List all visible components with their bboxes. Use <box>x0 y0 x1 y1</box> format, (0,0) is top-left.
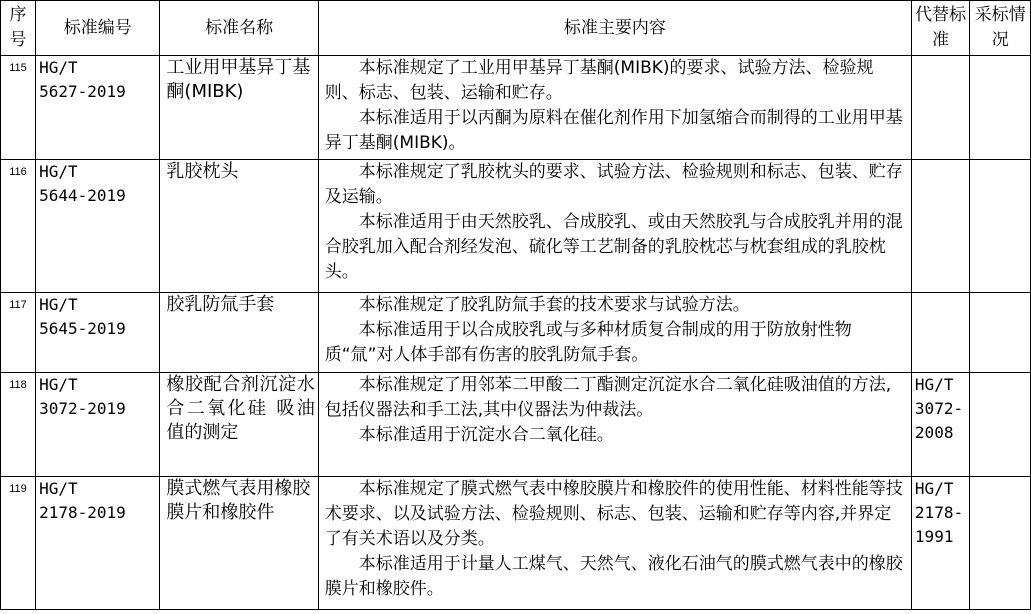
replaced-standard: HG/T 2178-1991 <box>911 477 969 610</box>
table-row <box>1 477 1031 610</box>
standard-content <box>318 56 911 160</box>
standard-code-prefix: HG/T <box>39 479 78 498</box>
standard-name: 膜式燃气表用橡胶膜片和橡胶件 <box>160 477 318 610</box>
content-paragraph: 本标准适用于由天然胶乳、合成胶乳、或由天然胶乳与合成胶乳并用的混合胶乳加入配合剂经发泡、硫化等工艺制备的乳胶枕芯与枕套组成的乳胶枕头。 <box>324 212 903 282</box>
standard-code-prefix: HG/T <box>39 162 78 181</box>
adoption-status <box>970 56 1031 160</box>
standard-name: 胶乳防氚手套 <box>160 293 318 373</box>
standard-code-prefix: HG/T <box>39 375 78 394</box>
row-number: 117 <box>1 293 36 373</box>
standard-code <box>36 293 160 373</box>
standard-code-number: 5644-2019 <box>39 186 126 205</box>
table-row <box>1 56 1031 160</box>
adoption-status <box>970 373 1031 477</box>
row-number: 115 <box>1 56 36 160</box>
header-adopt: 采标情况 <box>970 1 1031 56</box>
adoption-status <box>970 160 1031 293</box>
replaced-standard <box>911 160 969 293</box>
standard-content <box>318 293 911 373</box>
content-paragraph: 本标准规定了胶乳防氚手套的技术要求与试验方法。 <box>358 295 750 315</box>
standard-content <box>318 477 911 610</box>
standard-name: 橡胶配合剂沉淀水合二氧化硅 吸油值的测定 <box>160 373 318 477</box>
content-paragraph: 本标准规定了乳胶枕头的要求、试验方法、检验规则和标志、包装、贮存及运输。 <box>324 162 903 207</box>
standard-code-prefix: HG/T <box>39 295 78 314</box>
table-row <box>1 373 1031 477</box>
content-paragraph: 本标准适用于计量人工煤气、天然气、液化石油气的膜式燃气表中的橡胶膜片和橡胶件。 <box>324 554 903 599</box>
standard-code-number: 5645-2019 <box>39 319 126 338</box>
content-paragraph: 本标准适用于以丙酮为原料在催化剂作用下加氢缩合而制得的工业用甲基异丁基酮(MIBK)。 <box>324 108 903 153</box>
table-row <box>1 160 1031 293</box>
standard-code <box>36 373 160 477</box>
content-paragraph: 本标准规定了用邻苯二甲酸二丁酯测定沉淀水合二氧化硅吸油值的方法,包括仪器法和手工法,其中仪器法为仲裁法。 <box>324 375 892 420</box>
header-name: 标准名称 <box>160 1 318 56</box>
adoption-status <box>970 477 1031 610</box>
standard-code-number: 2178-2019 <box>39 503 126 522</box>
standard-code-number: 5627-2019 <box>39 82 126 101</box>
standard-code <box>36 477 160 610</box>
replaced-standard <box>911 56 969 160</box>
table-row <box>1 293 1031 373</box>
header-row <box>1 1 1031 56</box>
standard-code <box>36 56 160 160</box>
content-paragraph: 本标准规定了膜式燃气表中橡胶膜片和橡胶件的使用性能、材料性能等技术要求、以及试验方法、检验规则、标志、包装、运输和贮存等内容,并界定了有关术语以及分类。 <box>324 479 903 549</box>
header-replace: 代替标准 <box>911 1 969 56</box>
standard-name: 乳胶枕头 <box>160 160 318 293</box>
row-number: 118 <box>1 373 36 477</box>
content-paragraph: 本标准适用于沉淀水合二氧化硅。 <box>358 425 614 445</box>
standard-content <box>318 373 911 477</box>
content-paragraph: 本标准规定了工业用甲基异丁基酮(MIBK)的要求、试验方法、检验规则、标志、包装、运输和贮存。 <box>324 58 874 103</box>
header-code: 标准编号 <box>36 1 160 56</box>
standard-code <box>36 160 160 293</box>
standard-name: 工业用甲基异丁基酮(MIBK) <box>160 56 318 160</box>
row-number: 119 <box>1 477 36 610</box>
adoption-status <box>970 293 1031 373</box>
row-number: 116 <box>1 160 36 293</box>
content-paragraph: 本标准适用于以合成胶乳或与多种材质复合制成的用于防放射性物质“氚”对人体手部有伤害的胶乳防氚手套。 <box>324 320 852 365</box>
replaced-standard: HG/T 3072-2008 <box>911 373 969 477</box>
replaced-standard <box>911 293 969 373</box>
standard-content <box>318 160 911 293</box>
header-no: 序号 <box>1 1 36 56</box>
standard-code-number: 3072-2019 <box>39 399 126 418</box>
standard-code-prefix: HG/T <box>39 58 78 77</box>
header-content: 标准主要内容 <box>318 1 911 56</box>
